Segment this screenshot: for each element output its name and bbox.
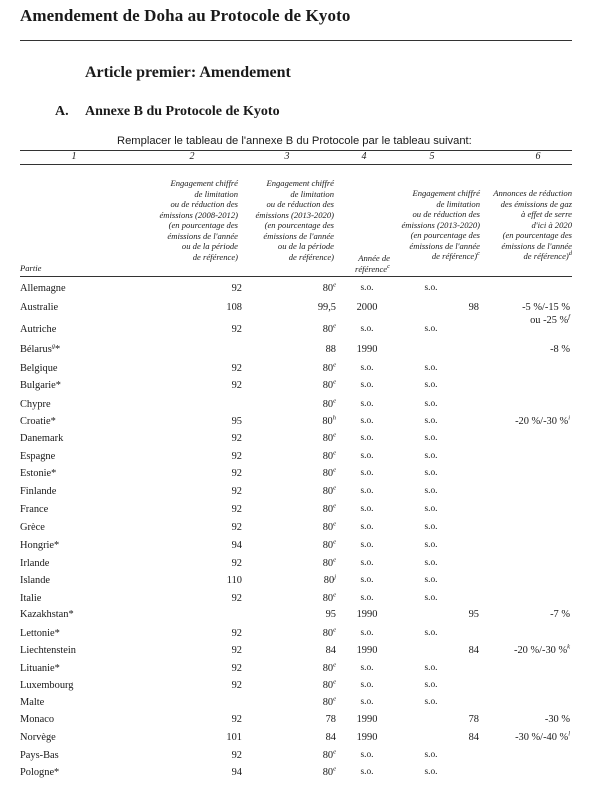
base-year: s.o. <box>360 324 374 334</box>
footnote-mark: c <box>477 250 480 258</box>
value-2013-2020: 80e <box>322 678 336 691</box>
footnote-mark: k <box>567 643 570 651</box>
header-line: Engagement chiffré <box>170 178 238 188</box>
value-2008-2012: 92 <box>231 680 242 691</box>
table-row <box>20 520 572 540</box>
section-letter: A. <box>55 104 69 119</box>
footnote-mark: e <box>333 520 336 528</box>
header-line: ou de réduction des <box>266 199 334 209</box>
party-name: Lettonie* <box>20 628 60 639</box>
pledge-2020 <box>545 714 570 727</box>
value-2013-2020: 80e <box>322 397 336 410</box>
header-bottom-rule <box>20 276 572 277</box>
value-2013-2020: 88 <box>325 344 336 355</box>
party-name: France <box>20 504 49 515</box>
base-year: 2000 <box>356 302 378 313</box>
table-row <box>20 502 572 522</box>
party-name: Liechtenstein <box>20 645 76 656</box>
title-divider <box>20 40 572 41</box>
article-heading: Article premier: Amendement <box>85 64 291 81</box>
value-2008-2012: 92 <box>231 663 242 674</box>
base-year: s.o. <box>360 283 374 293</box>
party-name: Finlande <box>20 486 57 497</box>
pledge-line: ou -25 %$^f$ <box>530 313 570 326</box>
footnote-mark: i <box>568 414 570 422</box>
party-name: Estonie* <box>20 468 57 479</box>
base-year: 1990 <box>356 714 378 725</box>
header-col5 <box>401 188 480 262</box>
table-row <box>20 730 572 750</box>
value-2013-2020: 80$^j$ <box>323 573 336 586</box>
base-year: s.o. <box>360 558 374 568</box>
value-base-year: s.o. <box>424 324 438 334</box>
value-base-year: s.o. <box>424 767 438 777</box>
value-base-year: s.o. <box>424 680 438 690</box>
value-2008-2012: 94 <box>231 767 242 778</box>
value-base-year: s.o. <box>424 283 438 293</box>
value-2013-2020: 80e <box>322 538 336 551</box>
value-2008-2012: 92 <box>231 714 242 725</box>
value-base-year: s.o. <box>424 468 438 478</box>
party-name: Italie <box>20 593 42 604</box>
header-line: Engagement chiffré <box>412 188 480 198</box>
value-base-year: s.o. <box>424 416 438 426</box>
party-name: Belgique <box>20 363 58 374</box>
header-line: ou de réduction des <box>412 209 480 219</box>
footnote-mark: e <box>333 695 336 703</box>
header-line: de limitation <box>194 188 238 199</box>
base-year: s.o. <box>360 628 374 638</box>
party-name: Islande <box>20 575 51 586</box>
value-2008-2012: 92 <box>231 750 242 761</box>
table-row <box>20 643 572 663</box>
footnote-mark: l <box>568 730 570 738</box>
header-col2 <box>159 178 238 262</box>
party-name: Luxembourg <box>20 680 74 691</box>
value-2013-2020: 78 <box>325 714 336 725</box>
table-row <box>20 342 572 362</box>
header-col6 <box>493 188 572 262</box>
footnote-mark: e <box>333 626 336 634</box>
party-name: Norvège <box>20 732 56 743</box>
base-year: 1990 <box>356 609 378 620</box>
footnote-mark: e <box>333 322 336 330</box>
base-year: 1990 <box>356 344 378 355</box>
footnote-mark: e <box>333 556 336 564</box>
pledge-2020 <box>514 645 570 658</box>
header-line: ou de réduction des <box>170 199 238 209</box>
header-line: de référence)$^c$ <box>431 250 480 261</box>
value-base-year: s.o. <box>424 750 438 760</box>
footnote-mark: e <box>333 678 336 686</box>
value-2013-2020: 84 <box>325 645 336 656</box>
base-year: s.o. <box>360 680 374 690</box>
footnote-mark: c <box>387 262 390 270</box>
value-2013-2020: 80e <box>322 502 336 515</box>
value-2008-2012: 92 <box>231 504 242 515</box>
pledge-line: -5 %/-15 % <box>522 302 570 313</box>
footnote-mark: e <box>333 538 336 546</box>
column-number: 5 <box>429 151 435 162</box>
base-year: s.o. <box>360 451 374 461</box>
section-heading <box>55 104 280 120</box>
value-2008-2012: 92 <box>231 558 242 569</box>
footnote-mark: e <box>333 449 336 457</box>
header-line: des émissions de gaz <box>500 198 572 209</box>
document-title: Amendement de Doha au Protocole de Kyoto <box>20 6 351 25</box>
value-2013-2020: 80e <box>322 378 336 391</box>
party-name: Lituanie* <box>20 663 60 674</box>
header-line: de référence) <box>288 251 334 262</box>
header-line: (en pourcentage des <box>168 220 238 230</box>
value-base-year: 98 <box>468 302 479 313</box>
base-year: s.o. <box>360 750 374 760</box>
column-number-rule <box>20 164 572 165</box>
header-partie: Partie <box>20 263 42 273</box>
value-base-year: s.o. <box>424 363 438 373</box>
header-line: émissions de l'année <box>263 230 334 241</box>
header-line: ou de la période <box>181 241 238 251</box>
value-base-year: 84 <box>468 732 479 743</box>
header-col4 <box>355 253 390 274</box>
base-year: 1990 <box>356 645 378 656</box>
header-line: ou de la période <box>277 241 334 251</box>
table-row <box>20 712 572 732</box>
table-row <box>20 378 572 398</box>
value-2008-2012: 92 <box>231 380 242 391</box>
pledge-line: -20 %/-30 %$^k$ <box>514 643 570 656</box>
table-row <box>20 484 572 504</box>
header-line: émissions (2008-2012) <box>159 209 238 220</box>
footnote-mark: e <box>333 591 336 599</box>
base-year: 1990 <box>356 732 378 743</box>
party-name: Malte <box>20 697 45 708</box>
header-line: émissions (2013-2020) <box>401 219 480 230</box>
footnote-mark: e <box>333 466 336 474</box>
value-base-year: s.o. <box>424 593 438 603</box>
header-line: à effet de serre <box>521 209 572 219</box>
value-2008-2012: 94 <box>231 540 242 551</box>
value-2008-2012: 92 <box>231 433 242 444</box>
pledge-line: -20 %/-30 %$^i$ <box>515 414 570 427</box>
value-2008-2012: 92 <box>231 468 242 479</box>
base-year: s.o. <box>360 593 374 603</box>
header-line: (en pourcentage des <box>264 220 334 230</box>
value-base-year: s.o. <box>424 380 438 390</box>
value-2008-2012: 92 <box>231 522 242 533</box>
footnote-mark: e <box>333 431 336 439</box>
footnote-mark: g <box>51 342 55 350</box>
value-2013-2020: 80e <box>322 322 336 335</box>
table-row <box>20 573 572 593</box>
base-year: s.o. <box>360 540 374 550</box>
header-line: émissions (2013-2020) <box>255 209 334 220</box>
base-year: s.o. <box>360 468 374 478</box>
value-2013-2020: 80e <box>322 361 336 374</box>
value-base-year: 84 <box>468 645 479 656</box>
value-2013-2020: 80e <box>322 484 336 497</box>
value-base-year: 78 <box>468 714 479 725</box>
base-year: s.o. <box>360 504 374 514</box>
table-row <box>20 431 572 451</box>
table-row <box>20 322 572 342</box>
party-name: Bulgarie* <box>20 380 61 391</box>
pledge-line: -30 % <box>544 714 570 725</box>
value-base-year: s.o. <box>424 540 438 550</box>
header-line: Engagement chiffré <box>266 178 334 188</box>
footnote-mark: e <box>333 484 336 492</box>
header-line: émissions de l'année <box>167 230 238 241</box>
base-year: s.o. <box>360 399 374 409</box>
intro-text: Remplacer le tableau de l'annexe B du Protocole par le tableau suivant: <box>117 135 472 147</box>
base-year: s.o. <box>360 380 374 390</box>
header-line: de limitation <box>290 188 334 199</box>
value-2008-2012: 108 <box>226 302 242 313</box>
base-year: s.o. <box>360 363 374 373</box>
value-2013-2020: 80e <box>322 431 336 444</box>
footnote-mark: e <box>333 378 336 386</box>
footnote-mark: d <box>568 250 572 258</box>
header-line: Annonces de réduction <box>493 188 572 198</box>
value-2008-2012: 92 <box>231 593 242 604</box>
value-2008-2012: 95 <box>231 416 242 427</box>
base-year: s.o. <box>360 767 374 777</box>
value-base-year: 95 <box>468 609 479 620</box>
value-2013-2020: 80e <box>322 626 336 639</box>
footnote-mark: e <box>333 765 336 773</box>
table-row <box>20 765 572 785</box>
header-line: émissions de l'année <box>501 240 572 251</box>
value-2008-2012: 101 <box>226 732 242 743</box>
pledge-line: -7 % <box>550 609 570 620</box>
header-col3 <box>255 178 334 262</box>
value-2013-2020: 80e <box>322 748 336 761</box>
pledge-line: -8 % <box>550 344 570 355</box>
value-2013-2020: 99,5 <box>317 302 336 313</box>
footnote-mark: h <box>332 414 336 422</box>
header-line: référence$^c$ <box>354 262 390 274</box>
base-year: s.o. <box>360 575 374 585</box>
header-line: d'ici à 2020 <box>531 219 572 230</box>
footnote-mark: e <box>333 661 336 669</box>
pledge-line: -30 %/-40 %$^l$ <box>515 730 570 743</box>
value-2013-2020: 80e <box>322 695 336 708</box>
column-number: 3 <box>284 151 290 162</box>
table-row <box>20 466 572 486</box>
party-name: Kazakhstan* <box>20 609 74 620</box>
section-title: Annexe B du Protocole de Kyoto <box>85 104 280 119</box>
party-name: Pologne* <box>20 767 60 778</box>
value-2013-2020: 80e <box>322 520 336 533</box>
column-number: 6 <box>535 151 541 162</box>
base-year: s.o. <box>360 697 374 707</box>
footnote-mark: f <box>568 313 570 321</box>
pledge-2020 <box>515 416 570 429</box>
party-name: Espagne <box>20 451 56 462</box>
party-name: Autriche <box>20 324 57 335</box>
value-2013-2020: 95 <box>325 609 336 620</box>
value-base-year: s.o. <box>424 697 438 707</box>
table-row <box>20 607 572 627</box>
column-number: 4 <box>361 151 367 162</box>
value-2008-2012: 92 <box>231 451 242 462</box>
value-2008-2012: 92 <box>231 645 242 656</box>
party-name: Australie <box>20 302 59 313</box>
header-line: (en pourcentage des <box>410 230 480 240</box>
party-name: Hongrie* <box>20 540 60 551</box>
header-line: de référence) <box>192 251 238 262</box>
value-2008-2012: 92 <box>231 628 242 639</box>
value-2013-2020: 80e <box>322 466 336 479</box>
header-line: (en pourcentage des <box>502 230 572 240</box>
value-2013-2020: 80e <box>322 591 336 604</box>
header-line: Année de <box>358 253 390 263</box>
party-name: Danemark <box>20 433 64 444</box>
footnote-mark: j <box>334 573 336 581</box>
value-base-year: s.o. <box>424 575 438 585</box>
column-number: 1 <box>71 151 77 162</box>
pledge-2020 <box>550 344 570 357</box>
header-line: de référence)$^d$ <box>523 250 572 261</box>
header-line: émissions de l'année <box>409 240 480 251</box>
value-2013-2020: 80e <box>322 281 336 294</box>
value-base-year: s.o. <box>424 433 438 443</box>
value-2008-2012: 92 <box>231 283 242 294</box>
pledge-2020 <box>515 732 570 745</box>
value-2013-2020: 80e <box>322 765 336 778</box>
base-year: s.o. <box>360 522 374 532</box>
party-name: Pays-Bas <box>20 750 59 761</box>
footnote-mark: e <box>333 397 336 405</box>
party-name: Bélarus$^g$* <box>20 342 61 355</box>
value-base-year: s.o. <box>424 451 438 461</box>
value-2013-2020: 84 <box>325 732 336 743</box>
value-2013-2020: 80e <box>322 556 336 569</box>
party-name: Chypre <box>20 399 51 410</box>
value-base-year: s.o. <box>424 628 438 638</box>
table-row <box>20 300 572 326</box>
footnote-mark: e <box>333 361 336 369</box>
value-2008-2012: 92 <box>231 324 242 335</box>
party-name: Monaco <box>20 714 55 725</box>
pledge-2020 <box>550 609 570 622</box>
value-2013-2020: 80$^h$ <box>322 414 336 427</box>
base-year: s.o. <box>360 433 374 443</box>
column-number: 2 <box>189 151 195 162</box>
value-2013-2020: 80e <box>322 449 336 462</box>
table-row <box>20 281 572 301</box>
party-name: Grèce <box>20 522 45 533</box>
header-line: de limitation <box>436 198 480 209</box>
value-2013-2020: 80e <box>322 661 336 674</box>
base-year: s.o. <box>360 416 374 426</box>
value-2008-2012: 92 <box>231 363 242 374</box>
value-2008-2012: 92 <box>231 486 242 497</box>
party-name: Allemagne <box>20 283 66 294</box>
value-base-year: s.o. <box>424 558 438 568</box>
party-name: Irlande <box>20 558 50 569</box>
footnote-mark: e <box>333 748 336 756</box>
value-base-year: s.o. <box>424 663 438 673</box>
party-name: Croatie* <box>20 416 56 427</box>
base-year: s.o. <box>360 486 374 496</box>
footnote-mark: e <box>333 502 336 510</box>
value-base-year: s.o. <box>424 504 438 514</box>
value-base-year: s.o. <box>424 486 438 496</box>
base-year: s.o. <box>360 663 374 673</box>
value-2008-2012: 110 <box>226 575 242 586</box>
value-base-year: s.o. <box>424 399 438 409</box>
value-base-year: s.o. <box>424 522 438 532</box>
footnote-mark: e <box>333 281 336 289</box>
table-row <box>20 538 572 558</box>
